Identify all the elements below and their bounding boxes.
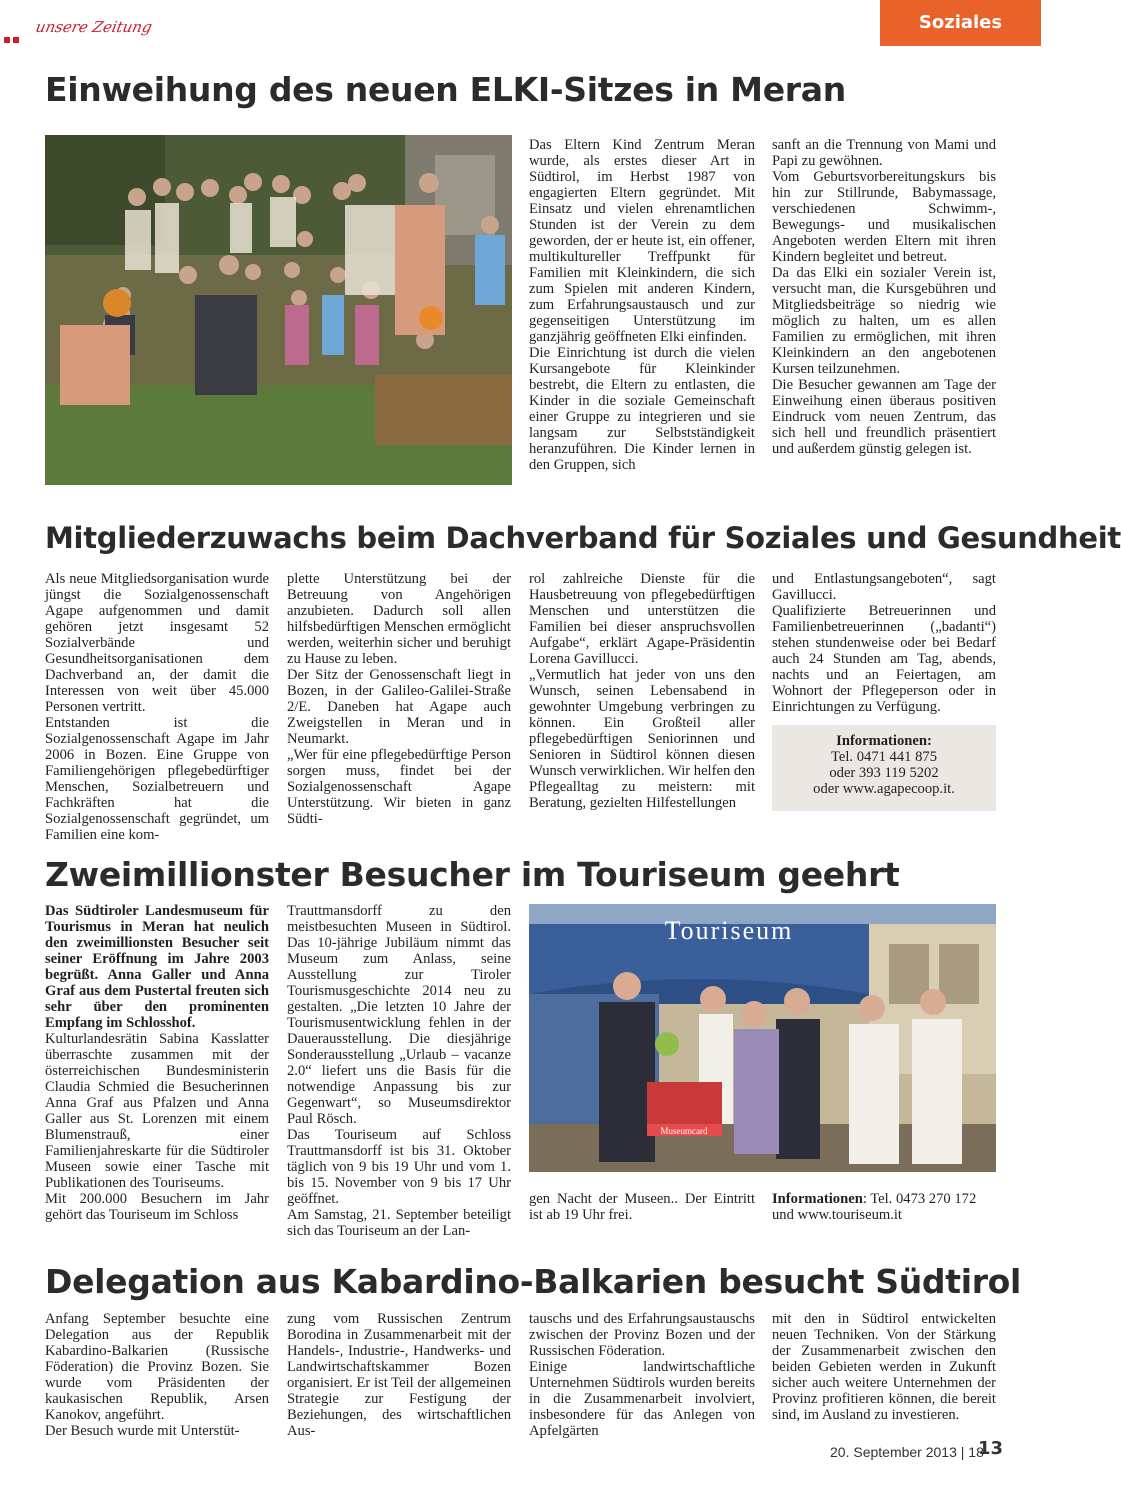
article2-paragraph: Qualifizierte Betreuerinnen und Familienbetreuerinnen („badanti“) stehen stundenweise oder bei Bedarf auch 24 Stunden am Tag, abends, nachts und an Feiertagen, am Wohnort der Pflegeperson oder in Einrichtungen zu Verfügung. [772, 603, 996, 715]
article1-paragraph: Die Einrichtung ist durch die vielen Kursangebote für Kleinkinder bestrebt, die Eltern zu entlasten, die Kinder in die soziale Gemeinschaft einer Gruppe zu integrieren und sie langsam zur Selbstständigkeit heranzuführen. Die Kinder lernen in den Gruppen, sich [529, 345, 755, 473]
logo-dots [4, 30, 24, 38]
article1-title: Einweihung des neuen ELKI-Sitzes in Meran [45, 70, 846, 109]
touriseum-sign: Touriseum [664, 916, 794, 945]
article2-paragraph: plette Unterstützung bei der Betreuung von Angehörigen anzubieten. Dadurch soll allen hilfsbedürftigen Menschen ermöglicht werden, weiterhin sicher und beruhigt zu Hause zu leben. [287, 571, 511, 667]
article2-paragraph: rol zahlreiche Dienste für die Hausbetreuung von pflegebedürftigen Menschen und unterstützen die Familien bei dieser anspruchsvollen Aufgabe“, erklärt Agape-Präsidentin Lorena Gavillucci. [529, 571, 755, 667]
article4-paragraph: Der Besuch wurde mit Unterstüt- [45, 1423, 240, 1439]
agape-info-box [772, 725, 996, 811]
article2-paragraph: Entstanden ist die Sozialgenossenschaft Agape im Jahr 2006 in Bozen. Eine Gruppe von Familiengehörigen pflegebedürftiger Menschen, Sozialbetreuern und Fachkräften hat die Sozialgenossenschaft gegründet, um Familien eine kom- [45, 715, 269, 843]
article4-paragraph: tauschs und des Erfahrungsaustauschs zwischen der Provinz Bozen und der Russischen Föderation. [529, 1311, 755, 1359]
touriseum-info-text: : Tel. 0473 270 172 und www.touriseum.it [772, 1191, 977, 1223]
article2-title: Mitgliederzuwachs beim Dachverband für Soziales und Gesundheit [45, 521, 1121, 555]
article3-column1 [45, 903, 269, 1223]
museumcard-text: Museumcard [660, 1126, 708, 1136]
touriseum-photo [529, 904, 996, 1172]
article4-paragraph: Anfang September besuchte eine Delegation aus der Republik Kabardino-Balkarien (Russische Föderation) die Provinz Bozen. Sie wurde vom Präsidenten der kaukasischen Republik, Arsen Kanokov, angeführt. [45, 1311, 269, 1423]
info-box-phone-alt: oder 393 119 5202 [829, 765, 939, 781]
article2-paragraph: „Vermutlich hat jeder von uns den Wunsch, seinen Lebensabend in gewohnter Umgebung verbringen zu können. Ein Großteil aller pflegebedürftigen Seniorinnen und Senioren in Südtirol können diesen Wunsch verwirklichen. Wir helfen den Pflegealltag zu meistern: mit Beratung, gezielten Hilfestellungen [529, 667, 755, 811]
article4-column4 [772, 1311, 996, 1426]
article1-column2 [772, 137, 996, 477]
article3-paragraph: gen Nacht der Museen.. Der Eintritt ist ab 19 Uhr frei. [529, 1191, 755, 1223]
article2-paragraph: und Entlastungsangeboten“, sagt Gavillucci. [772, 571, 996, 603]
article1-paragraph: sanft an die Trennung von Mami und Papi zu gewöhnen. [772, 137, 996, 169]
article2-column3 [529, 571, 755, 821]
article3-paragraph: Trauttmansdorff zu den meistbesuchten Museen in Südtirol. Das 10-jährige Jubiläum nimmt das Museum zum Anlass, seine Ausstellung zur Tiroler Tourismusgeschichte 2014 neu zu gestalten. „Die letzten 10 Jahre der Tourismusentwicklung fehlen in der Dauerausstellung. Die diesjährige Sonderausstellung „Urlaub – vacanze 2.0“ liefert uns die Basis für die notwendige Anpassung bis zur Gegenwart“, so Museumsdirektor Paul Rösch. [287, 903, 511, 1127]
publication-logo: unsere Zeitung [34, 18, 154, 36]
article4-paragraph: mit den in Südtirol entwickelten neuen Techniken. Von der Stärkung der Zusammenarbeit zwischen den beiden Gebieten werden in Zukunft sicher auch weitere Unternehmen der Provinz profitieren können, die bereit sind, im Ausland zu investieren. [772, 1311, 996, 1423]
article2-paragraph: Der Sitz der Genossenschaft liegt in Bozen, in der Galileo-Galilei-Straße 2/E. Daneben hat Agape auch Zweigstellen in Meran und in Neumarkt. [287, 667, 511, 747]
article1-column1 [529, 137, 755, 487]
touriseum-info-label: Informationen [772, 1191, 863, 1207]
article2-column4 [772, 571, 996, 721]
article3-title: Zweimillionster Besucher im Touriseum geehrt [45, 855, 900, 894]
info-box-title: Informationen: [836, 733, 932, 749]
article3-paragraph: Mit 200.000 Besuchern im Jahr gehört das Touriseum im Schloss [45, 1191, 269, 1223]
article3-lead-text: Das Südtiroler Landesmuseum für Tourismus in Meran hat neulich den zweimillionsten Besucher seit seiner Eröffnung im Jahre 2003 begrüßt. Anna Galler und Anna Graf aus dem Pustertal freuten sich sehr über den prominenten Empfang im Schlosshof. [45, 903, 269, 1031]
article3-column3 [529, 1191, 755, 1231]
article3-column2 [287, 903, 511, 1239]
section-tab: Soziales [880, 0, 1041, 46]
article4-column3 [529, 1311, 755, 1439]
article3-paragraph: Am Samstag, 21. September beteiligt sich das Touriseum an der Lan- [287, 1207, 511, 1239]
elki-group-photo [45, 135, 512, 485]
article2-column1 [45, 571, 269, 843]
page-number: 13 [978, 1438, 1004, 1459]
article4-column1 [45, 1311, 269, 1439]
article3-lead [45, 903, 269, 1031]
article1-paragraph: Da das Elki ein sozialer Verein ist, versucht man, die Kursgebühren und Mitgliedsbeiträge so niedrig wie möglich zu halten, um es allen Familien zu ermöglichen, mit ihren Kleinkindern an den angebotenen Kursen teilzunehmen. [772, 265, 996, 377]
article2-column2 [287, 571, 511, 827]
article3-info [772, 1191, 996, 1231]
article4-title: Delegation aus Kabardino-Balkarien besucht Südtirol [45, 1262, 1022, 1301]
info-box-phone: Tel. 0471 441 875 [831, 749, 937, 765]
touriseum-info [772, 1191, 996, 1223]
issue-date: 20. September 2013 | 18 [830, 1444, 984, 1460]
article1-paragraph: Das Eltern Kind Zentrum Meran wurde, als erstes dieser Art in Südtirol, im Herbst 1987 von engagierten Eltern gegründet. Mit Einsatz und vielen ehrenamtlichen Stunden ist der Verein zu dem geworden, der er heute ist, ein offener, multikultureller Treffpunkt für Familien mit Kleinkindern, die sich zum Spielen mit anderen Kindern, zum Erfahrungsaustausch und zur gegenseitigen Unterstützung im ganzjährig geöffneten Elki einfinden. [529, 137, 755, 345]
article4-paragraph: Einige landwirtschaftliche Unternehmen Südtirols wurden bereits in die Zusammenarbeit involviert, insbesondere für das Anlegen von Apfelgärten [529, 1359, 755, 1439]
article1-paragraph: Die Besucher gewannen am Tage der Einweihung einen überaus positiven Eindruck vom neuen Zentrum, das sich hell und freundlich präsentiert und außerdem günstig gelegen ist. [772, 377, 996, 457]
article2-paragraph: Als neue Mitgliedsorganisation wurde jüngst die Sozialgenossenschaft Agape aufgenommen und damit gehören jetzt insgesamt 52 Sozialverbände und Gesundheitsorganisationen dem Dachverband an, der damit die Interessen von weit über 45.000 Personen vertritt. [45, 571, 269, 715]
article3-paragraph: Das Touriseum auf Schloss Trauttmansdorff ist bis 31. Oktober täglich von 9 bis 19 Uhr und vom 1. bis 15. November von 9 bis 17 Uhr geöffnet. [287, 1127, 511, 1207]
article3-paragraph: Kulturlandesrätin Sabina Kasslatter überraschte zusammen mit der österreichischen Bundesministerin Claudia Schmied die Besucherinnen Anna Graf aus Pfalzen und Anna Galler aus St. Lorenzen mit einem Blumenstrauß, einer Familienjahreskarte für die Südtiroler Museen sowie einer Tasche mit Publikationen des Touriseums. [45, 1031, 269, 1191]
article4-column2 [287, 1311, 511, 1439]
article4-paragraph: zung vom Russischen Zentrum Borodina in Zusammenarbeit mit der Handels-, Industrie-, Handwerks- und Landwirtschaftskammer Bozen organisiert. Er ist Teil der allgemeinen Strategie zur Festigung der Beziehungen, des wirtschaftlichen Aus- [287, 1311, 511, 1439]
info-box-website: oder www.agapecoop.it. [813, 781, 955, 797]
article1-paragraph: Vom Geburtsvorbereitungskurs bis hin zur Stillrunde, Babymassage, verschiedenen Schwimm-, Bewegungs- und musikalischen Angeboten werden Eltern mit ihren Kindern begleitet und betreut. [772, 169, 996, 265]
article2-paragraph: „Wer für eine pflegebedürftige Person sorgen muss, findet bei der Sozialgenossenschaft Agape Unterstützung. Wir bieten in ganz Südti- [287, 747, 511, 827]
